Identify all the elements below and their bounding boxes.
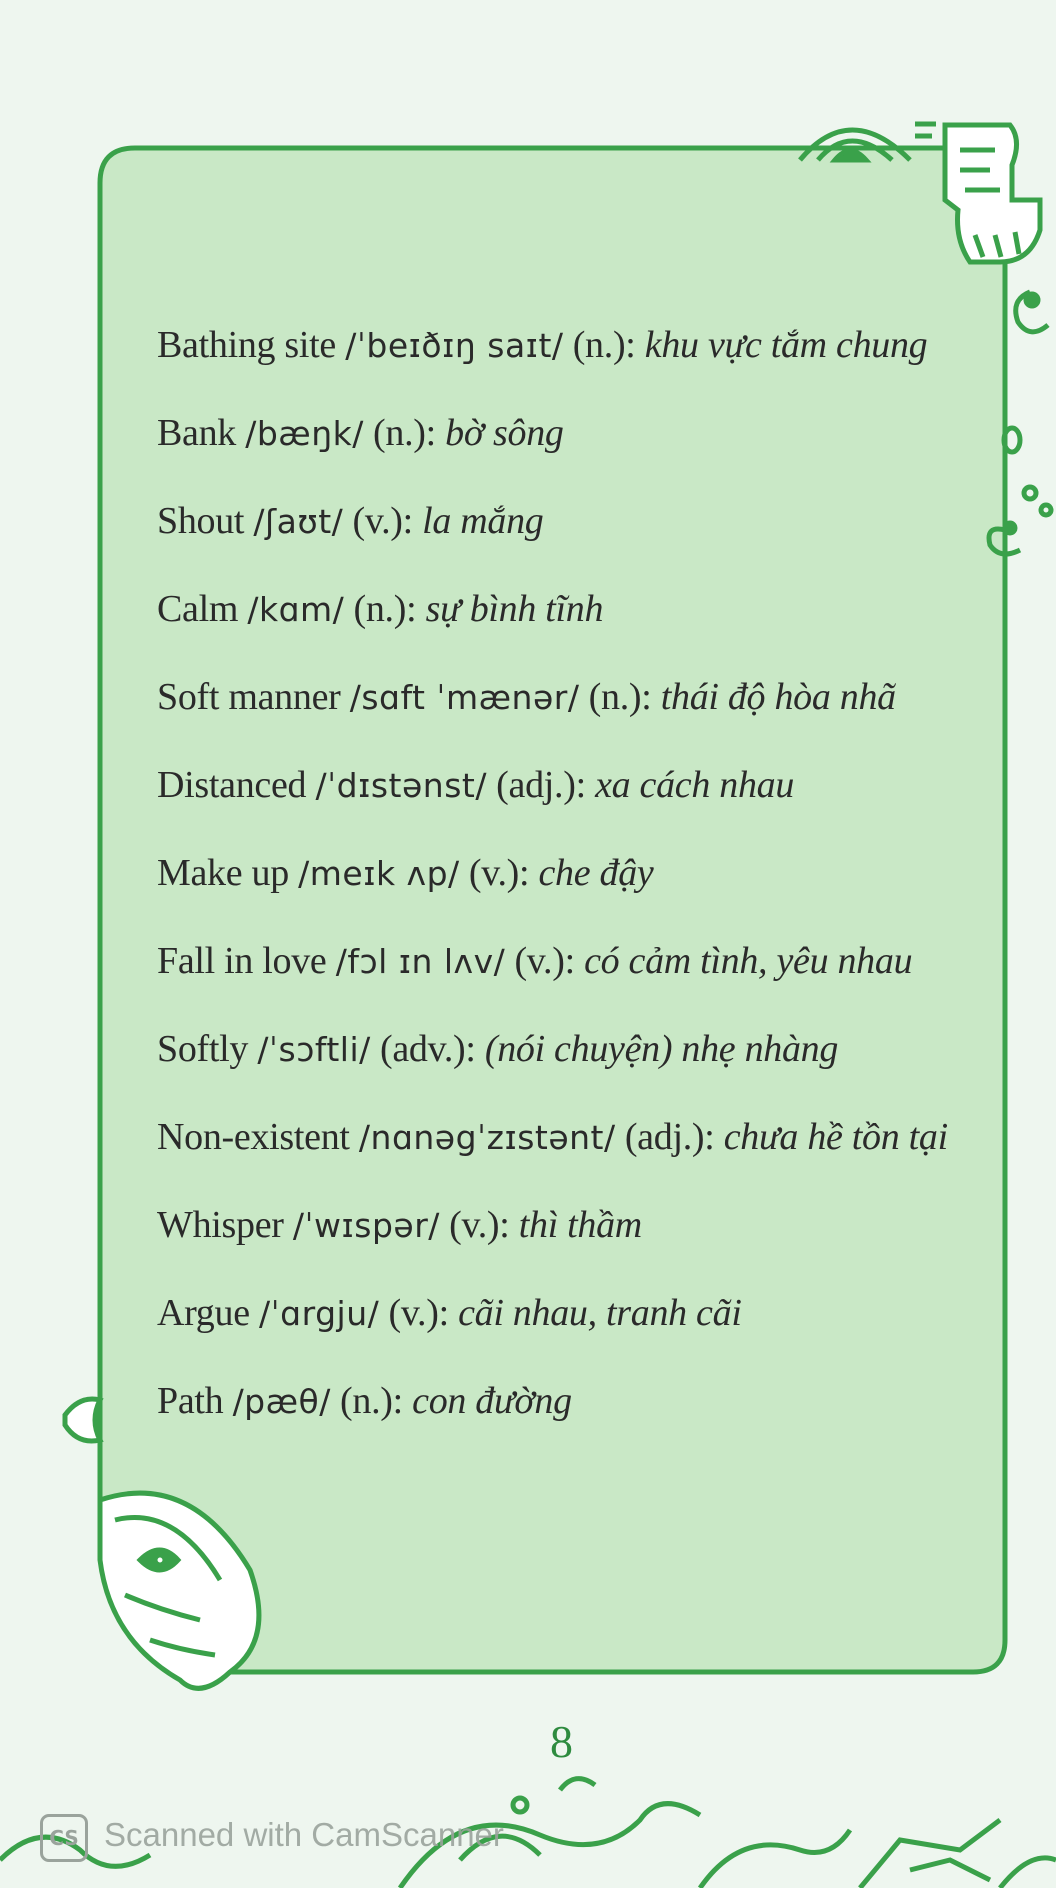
vocab-entry — [157, 664, 972, 731]
vocab-part-of-speech: (v.): — [388, 1292, 449, 1334]
vocab-meaning: cãi nhau, tranh cãi — [458, 1292, 742, 1334]
vocab-word: Bank — [157, 412, 237, 454]
vocab-entry — [157, 1280, 972, 1347]
watermark-text: Scanned with CamScanner — [104, 1816, 504, 1853]
vocab-entry — [157, 1104, 972, 1171]
vocab-part-of-speech: (v.): — [352, 500, 413, 542]
vocab-meaning: xa cách nhau — [595, 764, 795, 806]
vocab-meaning: (nói chuyện) nhẹ nhàng — [484, 1028, 839, 1070]
vocab-word: Fall in love — [157, 940, 327, 982]
vocab-entry — [157, 1192, 972, 1259]
vocab-part-of-speech: (n.): — [340, 1380, 403, 1422]
vocab-entry — [157, 840, 972, 907]
vocab-meaning: thái độ hòa nhã — [660, 676, 896, 718]
vocab-ipa: /nɑnəgˈzɪstənt/ — [358, 1118, 616, 1157]
vocab-meaning: khu vực tắm chung — [644, 324, 928, 366]
vocab-word: Distanced — [157, 764, 307, 806]
vocab-part-of-speech: (n.): — [373, 412, 436, 454]
vocab-word: Bathing site — [157, 324, 336, 366]
vocab-word: Whisper — [157, 1204, 284, 1246]
vocab-entry — [157, 312, 972, 379]
camscanner-watermark — [40, 1810, 600, 1866]
camscanner-logo-icon: CS — [40, 1814, 88, 1862]
vocab-ipa: /fɔl ɪn lʌv/ — [335, 942, 506, 981]
vocab-entry — [157, 928, 972, 995]
vocab-meaning: sự bình tĩnh — [425, 588, 604, 630]
vocab-meaning: bờ sông — [445, 412, 564, 454]
vocab-part-of-speech: (adv.): — [379, 1028, 476, 1070]
vocab-part-of-speech: (v.): — [449, 1204, 510, 1246]
vocab-part-of-speech: (n.): — [572, 324, 636, 366]
vocab-meaning: chưa hề tồn tại — [723, 1116, 948, 1158]
vocab-part-of-speech: (n.): — [353, 588, 417, 630]
vocab-word: Path — [157, 1380, 224, 1422]
vocab-ipa: /ʃaʊt/ — [253, 502, 344, 541]
vocab-entry — [157, 576, 972, 643]
vocab-ipa: /pæθ/ — [232, 1382, 331, 1421]
vocab-entry — [157, 752, 972, 819]
vocab-part-of-speech: (v.): — [514, 940, 575, 982]
vocab-word: Shout — [157, 500, 245, 542]
vocab-ipa: /kɑm/ — [247, 590, 345, 629]
vocab-part-of-speech: (adj.): — [624, 1116, 715, 1158]
vocab-entry — [157, 488, 972, 555]
vocab-ipa: /meɪk ʌp/ — [298, 854, 460, 893]
droplet-ornament-icon — [65, 1399, 100, 1441]
vocab-ipa: /sɑft ˈmænər/ — [349, 678, 580, 717]
vocabulary-list — [157, 312, 972, 1456]
vocab-ipa: /ˈsɔftli/ — [257, 1030, 371, 1069]
comb-ornament-icon — [945, 125, 1040, 262]
page-number: 8 — [550, 1716, 573, 1767]
vocab-word: Soft manner — [157, 676, 341, 718]
vocab-entry — [157, 1016, 972, 1083]
vocab-word: Softly — [157, 1028, 249, 1070]
vocab-meaning: che đậy — [538, 852, 654, 894]
vocab-part-of-speech: (adj.): — [496, 764, 586, 806]
vocab-entry — [157, 1368, 972, 1435]
vocab-meaning: có cảm tình, yêu nhau — [584, 940, 913, 982]
vocab-word: Make up — [157, 852, 289, 894]
vocab-ipa: /ˈdɪstənst/ — [315, 766, 487, 805]
vocab-meaning: con đường — [412, 1380, 572, 1422]
vocab-meaning: thì thầm — [518, 1204, 642, 1246]
vocab-ipa: /bæŋk/ — [245, 414, 364, 453]
vocab-word: Non-existent — [157, 1116, 350, 1158]
vocab-meaning: la mắng — [422, 500, 544, 542]
vocab-part-of-speech: (n.): — [588, 676, 652, 718]
vocab-part-of-speech: (v.): — [468, 852, 530, 894]
vocab-entry — [157, 400, 972, 467]
vocab-word: Calm — [157, 588, 239, 630]
vocab-ipa: /ˈbeɪðɪŋ saɪt/ — [345, 326, 564, 365]
vocab-ipa: /ˈwɪspər/ — [292, 1206, 440, 1245]
vocab-word: Argue — [157, 1292, 250, 1334]
vocab-ipa: /ˈɑrgju/ — [258, 1294, 380, 1333]
